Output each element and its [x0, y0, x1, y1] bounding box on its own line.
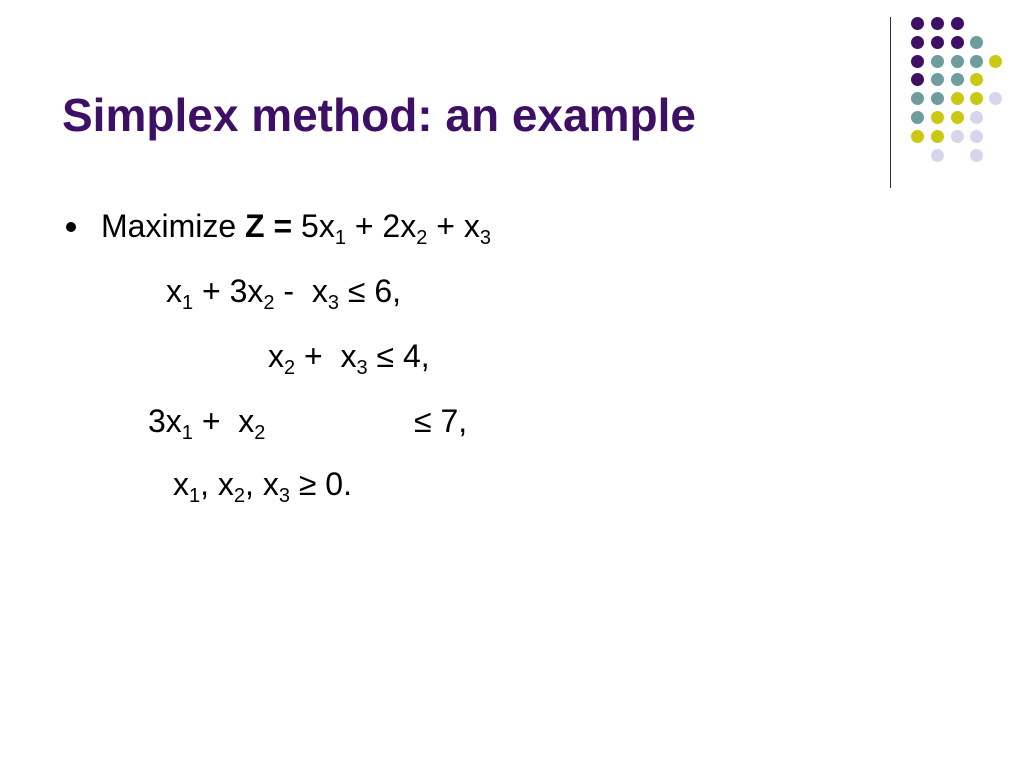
decorative-dot — [951, 92, 964, 105]
decorative-dot — [970, 111, 983, 124]
nn-rhs: ≥ 0. — [289, 466, 352, 502]
constraint-line-3 — [148, 403, 266, 444]
decorative-dot — [970, 73, 983, 86]
c3-term-b: + x — [192, 403, 255, 439]
decorative-dot — [970, 92, 983, 105]
c3-term-b-subscript: 2 — [254, 422, 266, 444]
title-divider-line — [890, 17, 891, 188]
objective-z: Z — [245, 208, 265, 244]
decorative-dot — [931, 17, 944, 30]
objective-term2: + 2x — [354, 208, 417, 244]
objective-verb: Maximize — [101, 208, 237, 244]
decorative-dot — [911, 36, 924, 49]
c1-term-b: + 3x — [193, 273, 264, 309]
c1-term-c: - x — [274, 273, 328, 309]
decorative-dot — [970, 55, 983, 68]
c3-rhs: ≤ 7, — [414, 403, 468, 439]
constraint-line-2 — [268, 338, 430, 379]
c3-term-a-subscript: 1 — [181, 422, 193, 444]
nn-term-a: x — [173, 466, 189, 502]
decorative-dot — [989, 55, 1002, 68]
decorative-dot — [951, 17, 964, 30]
c1-rhs: ≤ 6, — [338, 273, 401, 309]
nn-term-c-subscript: 3 — [278, 485, 290, 507]
decorative-dot — [931, 55, 944, 68]
decorative-dot — [931, 36, 944, 49]
c1-term-a: x — [166, 273, 182, 309]
slide-title: Simplex method: an example — [62, 89, 696, 141]
objective-term1: 5x — [301, 208, 335, 244]
c2-term-a-subscript: 2 — [284, 357, 296, 379]
constraint-line-1 — [166, 273, 401, 314]
c2-rhs: ≤ 4, — [367, 338, 430, 374]
decorative-dot — [970, 130, 983, 143]
c1-term-a-subscript: 1 — [182, 292, 194, 314]
decorative-dot — [970, 149, 983, 162]
decorative-dot — [911, 111, 924, 124]
decorative-dot — [931, 149, 944, 162]
objective-term2-subscript: 2 — [416, 227, 428, 249]
decorative-dot — [931, 73, 944, 86]
constraint-line-3-rhs — [414, 405, 467, 437]
objective-term3-subscript: 3 — [479, 227, 491, 249]
decorative-dot — [951, 111, 964, 124]
decorative-dot — [951, 73, 964, 86]
objective-equals: = — [273, 208, 293, 244]
nn-term-a-subscript: 1 — [189, 485, 201, 507]
nonnegativity-line — [173, 466, 352, 507]
nn-term-b-subscript: 2 — [233, 485, 246, 507]
nn-term-b: , x — [200, 466, 234, 502]
objective-term1-subscript: 1 — [334, 227, 346, 249]
bullet-icon — [66, 222, 76, 232]
nn-term-c: , x — [245, 466, 279, 502]
objective-term3: + x — [436, 208, 480, 244]
decorative-dot — [911, 55, 924, 68]
decorative-dot — [951, 130, 964, 143]
decorative-dot — [989, 92, 1002, 105]
c2-term-b-subscript: 3 — [356, 357, 368, 379]
decorative-dot — [951, 36, 964, 49]
c2-term-b: + x — [295, 338, 357, 374]
c3-term-a: 3x — [148, 403, 182, 439]
decorative-dot — [911, 17, 924, 30]
c1-term-c-subscript: 3 — [327, 292, 339, 314]
c1-term-b-subscript: 2 — [263, 292, 275, 314]
decorative-dot — [911, 130, 924, 143]
c2-term-a: x — [268, 338, 284, 374]
decorative-dot — [970, 36, 983, 49]
decorative-dot — [931, 130, 944, 143]
decorative-dot — [931, 111, 944, 124]
decorative-dot — [911, 73, 924, 86]
decorative-dot — [951, 55, 964, 68]
decorative-dot — [911, 92, 924, 105]
objective-line — [101, 208, 491, 249]
decorative-dot — [931, 92, 944, 105]
